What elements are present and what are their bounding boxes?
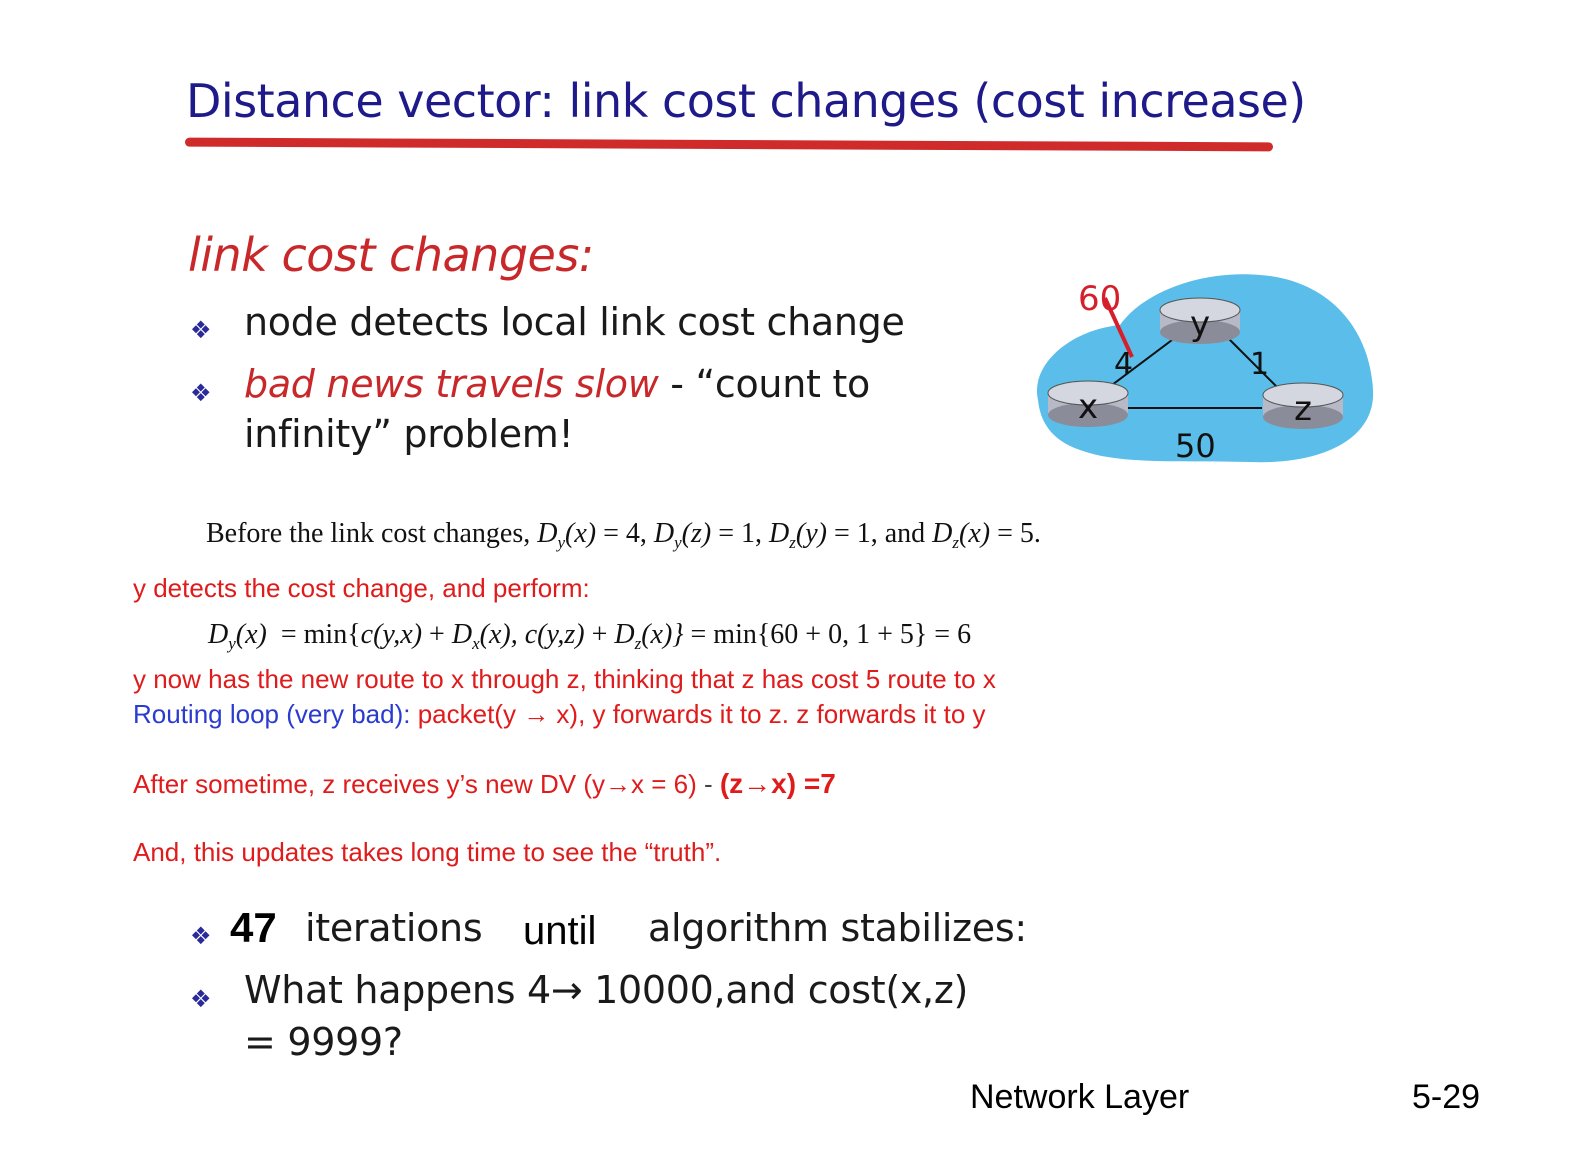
routing-loop-line	[133, 699, 986, 730]
footer-page-number: 5-29	[1412, 1078, 1481, 1116]
stabilizes-text: algorithm stabilizes:	[648, 906, 1027, 950]
routing-loop-label: Routing loop (very bad):	[133, 699, 411, 729]
subheading: link cost changes:	[188, 228, 594, 282]
bullet-diamond-icon: ❖	[190, 985, 212, 1013]
until-word: until	[523, 909, 597, 953]
cost-label-new: 60	[1078, 279, 1122, 319]
bullet-2-emphasis: bad news travels slow	[244, 362, 659, 406]
after-line: After sometime, z receives y’s new DV (y→x = 6) - (z→x) =7	[133, 768, 836, 799]
iterations-word: iterations	[305, 906, 483, 950]
node-label-y: y	[1189, 304, 1211, 344]
footer-section: Network Layer	[970, 1078, 1190, 1116]
bullet-4-line1: What happens 4→ 10000,and cost(x,z)	[244, 968, 969, 1012]
detect-line: y detects the cost change, and perform:	[133, 573, 590, 603]
before-statement: Before the link cost changes, $D_y(x) = 4$, $D_y(z) = 1$, $D_z(y) = 1$, and $D_z(x) = 5$.	[206, 518, 1041, 552]
bullet-1: node detects local link cost change	[244, 300, 905, 344]
bullet-2	[244, 362, 870, 406]
equation: $D_y(x) = \min\{c(y,x) + D_x(x)$, $c(y,z) + D_z(x)\} = \min\{60 + 0$, 1 + 5} = 6	[208, 619, 972, 653]
bullet-diamond-icon: ❖	[190, 922, 212, 950]
bullet-4-line2: = 9999?	[244, 1020, 403, 1064]
cost-label-xy: 4	[1114, 347, 1134, 382]
cost-label-yz: 1	[1250, 347, 1270, 382]
new-route-line: y now has the new route to x through z, thinking that z has cost 5 route to x	[133, 664, 996, 694]
bullet-2-line2: infinity” problem!	[244, 412, 574, 456]
iterations-count: 47	[230, 904, 277, 951]
bullet-diamond-icon: ❖	[190, 316, 212, 344]
routing-loop-detail: packet(y → x), y forwards it to z. z forwards it to y	[410, 699, 986, 729]
before-intro: Before the link cost changes,	[206, 518, 531, 549]
after-text: After sometime, z receives y’s new DV (y→x = 6)	[133, 769, 697, 799]
slide-title: Distance vector: link cost changes (cost increase)	[186, 74, 1306, 128]
bullet-2-rest: - “count to	[658, 362, 870, 406]
truth-line: And, this updates takes long time to see the “truth”.	[133, 837, 722, 867]
node-label-x: x	[1077, 387, 1099, 427]
cost-label-xz: 50	[1175, 427, 1216, 465]
after-bold: (z→x) =7	[719, 768, 836, 799]
node-label-z: z	[1294, 389, 1312, 429]
bullet-diamond-icon: ❖	[190, 379, 212, 407]
title-underline	[185, 138, 1273, 152]
network-diagram	[1030, 270, 1380, 470]
